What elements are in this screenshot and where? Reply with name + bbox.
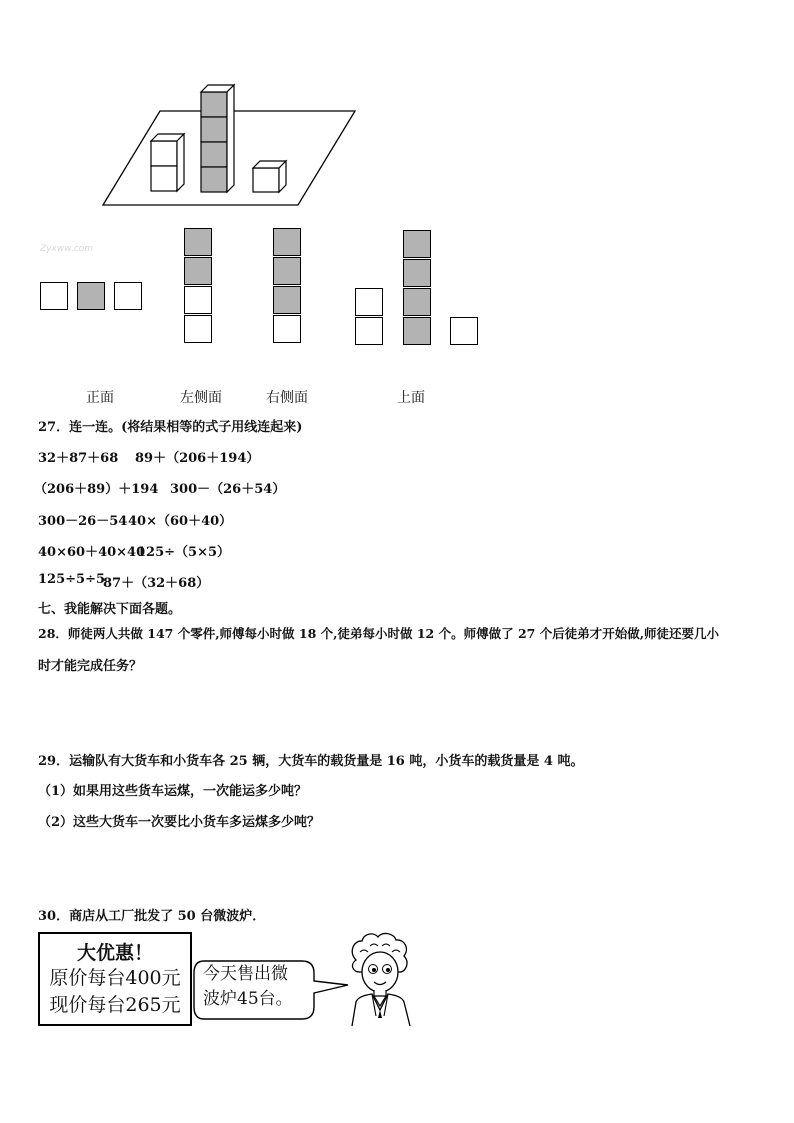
q27-right-5: 87＋（32＋68） [103, 576, 210, 591]
speech-line2: 波炉45台。 [203, 989, 293, 1009]
sale-sign [38, 932, 192, 1026]
q27-left-4: 40×60＋40×40 [38, 545, 146, 560]
q28-line2: 时才能完成任务？ [38, 659, 143, 674]
label-left: 左侧面 [180, 390, 222, 406]
label-front: 正面 [86, 390, 114, 406]
q27-title: 27．连一连。(将结果相等的式子用线连起来) [38, 420, 303, 435]
q27-left-1: 32＋87＋68 [38, 451, 119, 466]
q27-left-2: （206＋89）＋194 [34, 482, 159, 497]
q27-right-3: 40×（60＋40） [128, 514, 233, 529]
q29-line1: 29．运输队有大货车和小货车各 25 辆，大货车的载货量是 16 吨，小货车的载货量是 4 吨。 [38, 754, 584, 769]
cube-arrangement-figure [98, 80, 358, 210]
cube-stack-tall [201, 85, 234, 192]
section-7-heading: 七、我能解决下面各题。 [38, 602, 182, 617]
cube-stack-left [151, 134, 184, 191]
q27-right-4: 125÷（5×5） [137, 545, 231, 560]
q27-left-3: 300－26－54 [38, 514, 128, 529]
sale-title: 大优惠！ [76, 942, 153, 964]
salesperson-illustration [342, 930, 418, 1028]
q29-sub1: （1）如果用这些货车运煤，一次能运多少吨？ [38, 784, 308, 799]
watermark: Zyxww.com [40, 244, 94, 254]
speech-line1: 今天售出微 [203, 964, 288, 984]
sale-original-price: 原价每台400元 [49, 967, 181, 989]
q30-line1: 30．商店从工厂批发了 50 台微波炉． [38, 909, 266, 924]
q29-sub2: （2）这些大货车一次要比小货车多运煤多少吨？ [38, 815, 321, 830]
q27-right-2: 300－（26＋54） [170, 482, 286, 497]
cube-single [253, 161, 286, 192]
label-right: 右侧面 [266, 390, 308, 406]
q28-line1: 28．师徒两人共做 147 个零件,师傅每小时做 18 个,徒弟每小时做 12 个。师傅做了 27 个后徒弟才开始做,师徒还要几小 [38, 626, 720, 641]
q27-right-1: 89＋（206＋194） [135, 451, 260, 466]
q27-left-5: 125÷5÷5 [38, 572, 106, 587]
sale-current-price: 现价每台265元 [49, 994, 181, 1016]
label-top: 上面 [397, 390, 425, 406]
